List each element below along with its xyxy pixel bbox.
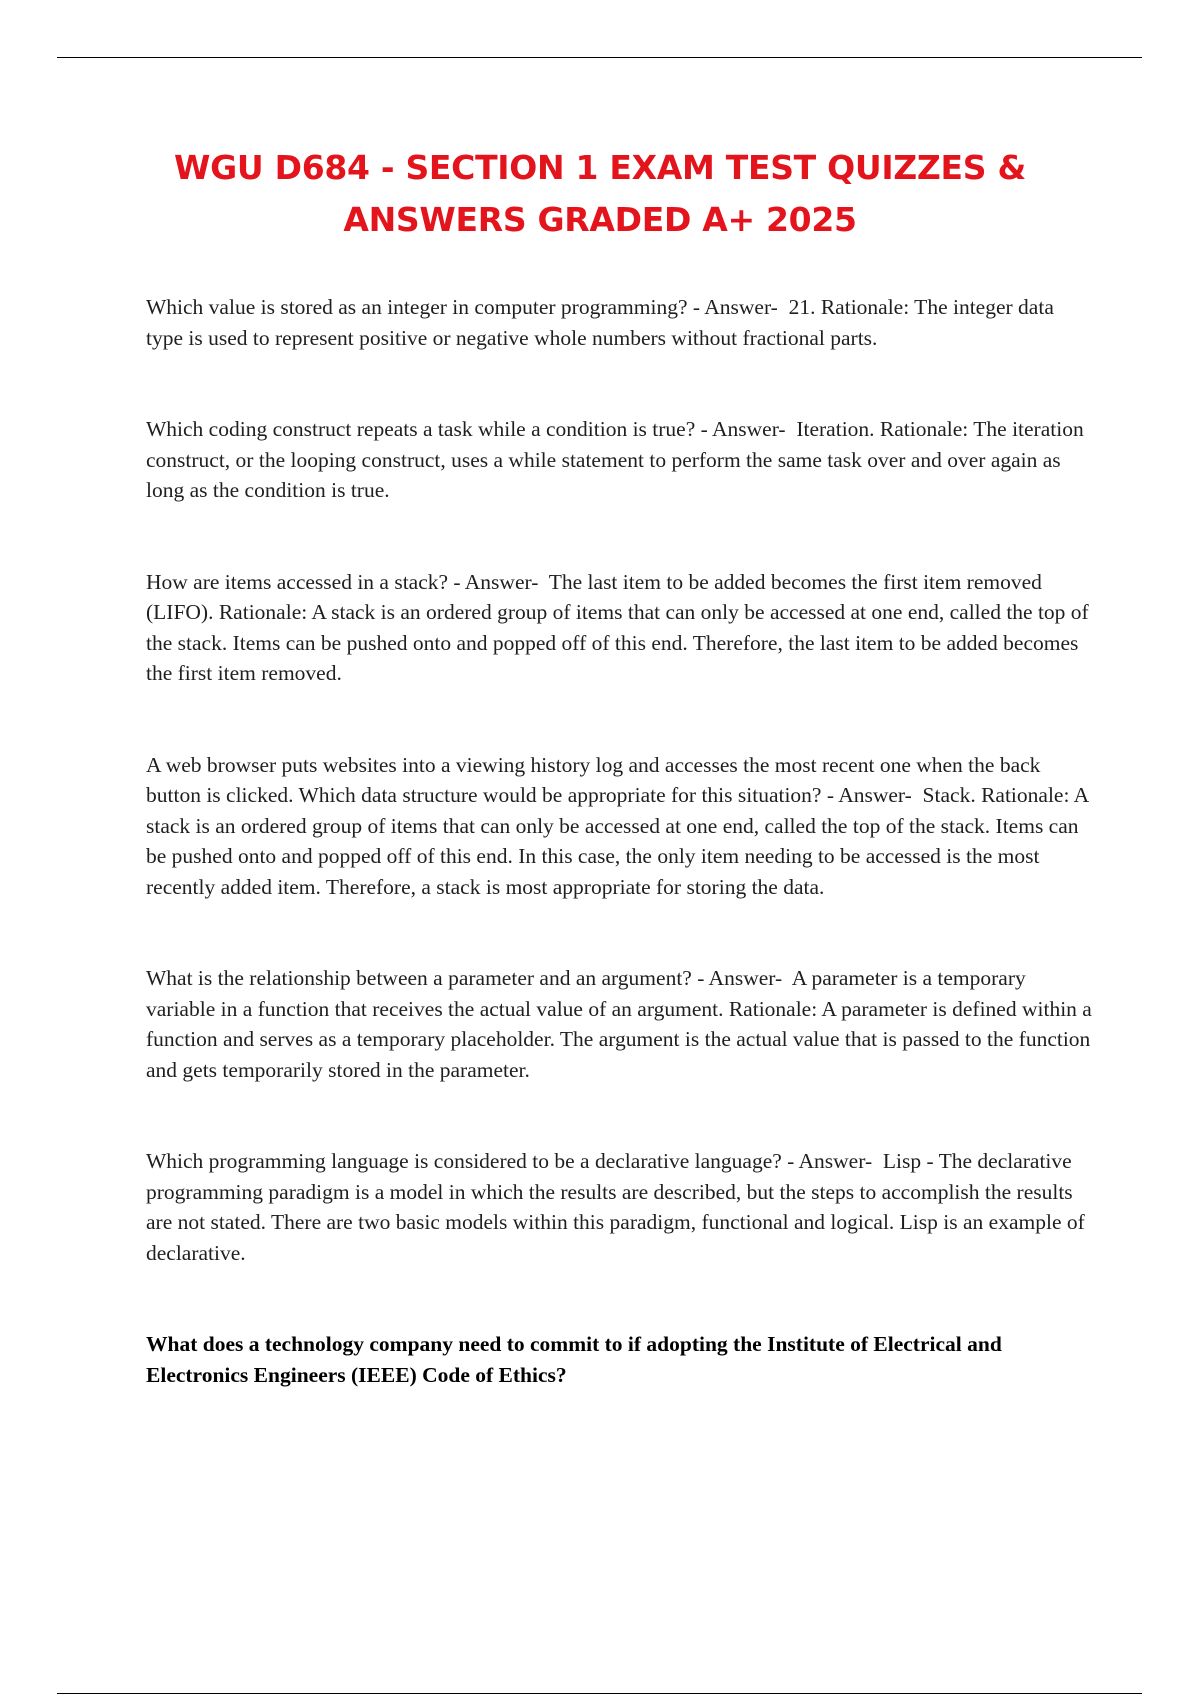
qa-item-iteration: Which coding construct repeats a task while a condition is true? - Answer- Iteration. Rationale: The iteration construct, or the looping construct, uses a while statement to perform the same task over and over again as long as the condition is true. xyxy=(146,417,1090,502)
qa-item-integer: Which value is stored as an integer in computer programming? - Answer- 21. Rationale: The integer data type is used to represent positive or negative whole numbers without fractional parts. xyxy=(146,295,1060,350)
top-rule xyxy=(57,57,1142,58)
qa-final-question: What does a technology company need to commit to if adopting the Institute of Electrical and Electronics Engineers (IEEE) Code of Ethics? xyxy=(146,1332,1008,1387)
qa-item-stack-access: How are items accessed in a stack? - Answer- The last item to be added becomes the first item removed (LIFO). Rationale: A stack is an ordered group of items that can only be accessed at one end, called the top of the stack. Items can be pushed onto and popped off of this end. Therefore, the last item to be added becomes the first item removed. xyxy=(146,569,1095,685)
qa-list xyxy=(146,292,1096,1390)
bottom-rule xyxy=(57,1693,1142,1694)
document-title: WGU D684 - SECTION 1 EXAM TEST QUIZZES & ANSWERS GRADED A+ 2025 xyxy=(174,148,1026,239)
qa-item-parameter-argument: What is the relationship between a parameter and an argument? - Answer- A parameter is a temporary variable in a function that receives the actual value of an argument. Rationale: A parameter is defined within a function and serves as a temporary placeholder. The argument is the actual value that is passed to the function and gets temporarily stored in the parameter. xyxy=(146,966,1098,1082)
qa-item-browser-history: A web browser puts websites into a viewing history log and accesses the most recent one when the back button is clicked. Which data structure would be appropriate for this situation? - Answer- Stack. Rationale: A stack is an ordered group of items that can only be accessed at one end, called the top of the stack. Items can be pushed onto and popped off of this end. In this case, the only item needing to be accessed is the most recently added item. Therefore, a stack is most appropriate for storing the data. xyxy=(146,752,1094,899)
qa-item-declarative-language: Which programming language is considered to be a declarative language? - Answer- Lisp - The declarative programming paradigm is a model in which the results are described, but the steps to accomplish the results are not stated. There are two basic models within this paradigm, functional and logical. Lisp is an example of declarative. xyxy=(146,1149,1091,1265)
